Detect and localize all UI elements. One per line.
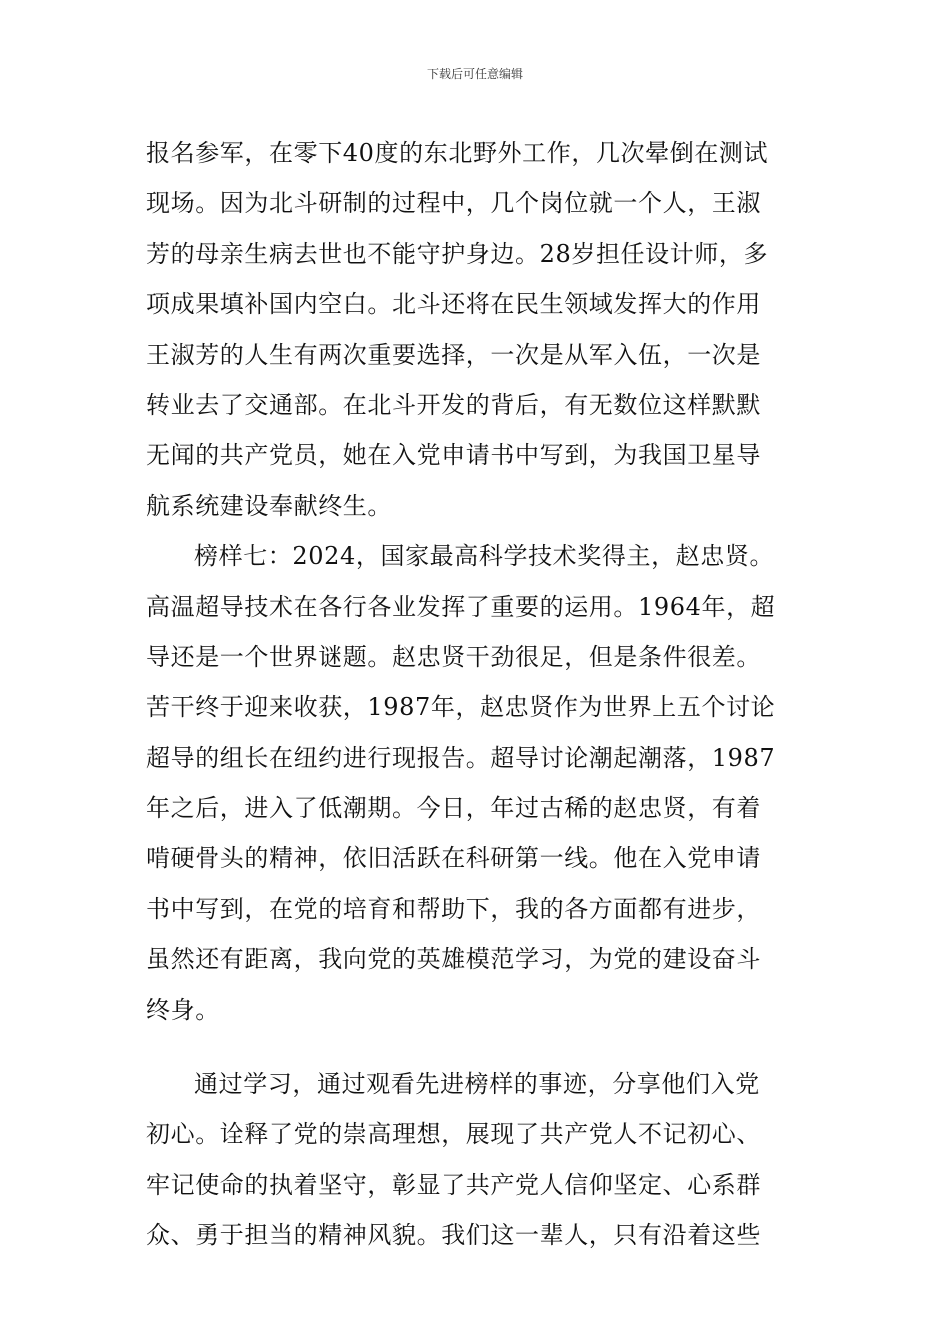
paragraph-2 (146, 531, 808, 1035)
text-line: 榜样七：2024，国家最高科学技术奖得主，赵忠贤。 (194, 542, 775, 571)
text-line: 通过学习，通过观看先进榜样的事迹，分享他们入党 (194, 1070, 760, 1099)
paragraph-3 (146, 1059, 808, 1261)
text-line: 无闻的共产党员，她在入党申请书中写到，为我国卫星导 (146, 441, 761, 470)
document-body (146, 128, 808, 1261)
text-line: 啃硬骨头的精神，依旧活跃在科研第一线。他在入党申请 (146, 844, 761, 873)
text-line: 超导的组长在纽约进行现报告。超导讨论潮起潮落，1987 (146, 743, 776, 772)
text-line: 转业去了交通部。在北斗开发的背后，有无数位这样默默 (146, 390, 761, 419)
text-line: 高温超导技术在各行各业发挥了重要的运用。1964年，超 (146, 592, 776, 621)
text-line: 王淑芳的人生有两次重要选择，一次是从军入伍，一次是 (146, 340, 761, 369)
paragraph-gap (146, 1035, 808, 1059)
text-line: 苦干终于迎来收获，1987年，赵忠贤作为世界上五个讨论 (146, 693, 776, 722)
text-line: 芳的母亲生病去世也不能守护身边。28岁担任设计师，多 (146, 239, 769, 268)
text-line: 导还是一个世界谜题。赵忠贤干劲很足，但是条件很差。 (146, 642, 761, 671)
text-line: 报名参军，在零下40度的东北野外工作，几次晕倒在测试 (146, 139, 769, 167)
text-line: 年之后，进入了低潮期。今日，年过古稀的赵忠贤，有着 (146, 794, 761, 823)
page-header: 下载后可任意编辑 (426, 67, 523, 81)
text-line: 终身。 (146, 995, 220, 1024)
text-line: 初心。诠释了党的崇高理想，展现了共产党人不记初心、 (146, 1120, 761, 1149)
paragraph-1 (146, 128, 808, 531)
text-line: 航系统建设奉献终生。 (146, 491, 392, 520)
text-line: 虽然还有距离，我向党的英雄模范学习，为党的建设奋斗 (146, 945, 761, 974)
text-line: 众、勇于担当的精神风貌。我们这一辈人，只有沿着这些 (146, 1221, 761, 1250)
text-line: 项成果填补国内空白。北斗还将在民生领域发挥大的作用 (146, 290, 761, 319)
text-line: 书中写到，在党的培育和帮助下，我的各方面都有进步， (146, 894, 761, 923)
text-line: 现场。因为北斗研制的过程中，几个岗位就一个人，王淑 (146, 189, 761, 218)
text-line: 牢记使命的执着坚守，彰显了共产党人信仰坚定、心系群 (146, 1170, 761, 1199)
